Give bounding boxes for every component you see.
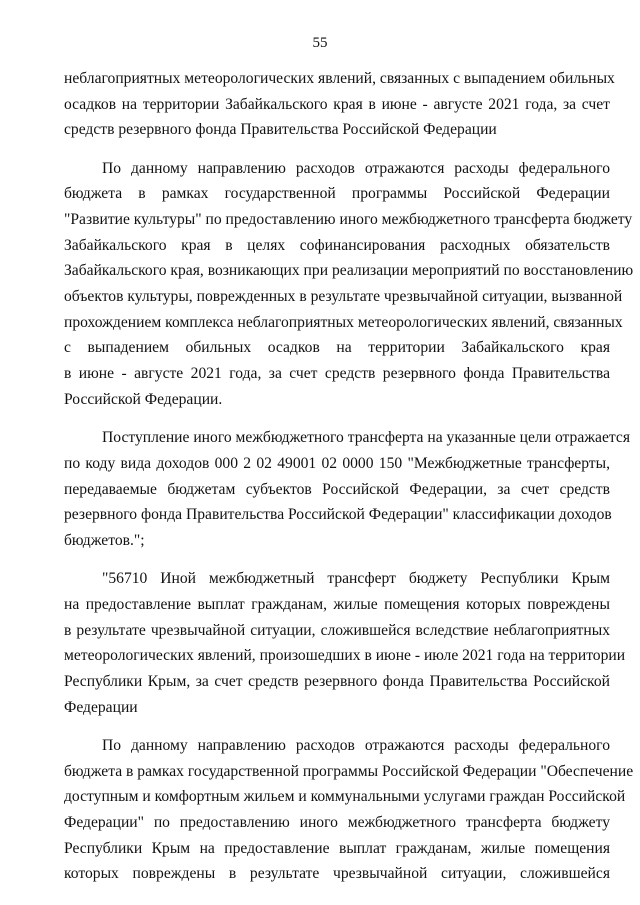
text-line: Поступление иного межбюджетного трансферта на указанные цели отражается <box>102 429 630 447</box>
text-line: Республики Крым на предоставление выплат гражданам, жилые помещения <box>64 839 610 857</box>
text-line: в результате чрезвычайной ситуации, сложившейся вследствие неблагоприятных <box>64 621 610 639</box>
text-line: Российской Федерации. <box>64 390 223 408</box>
text-line: средств резервного фонда Правительства Российской Федерации <box>64 121 497 139</box>
text-line: резервного фонда Правительства Российской Федерации" классификации доходов <box>64 506 612 524</box>
text-line: осадков на территории Забайкальского края в июне - августе 2021 года, за счет <box>64 95 610 113</box>
text-line: объектов культуры, поврежденных в результате чрезвычайной ситуации, вызванной <box>64 288 623 306</box>
text-line: на предоставление выплат гражданам, жилые помещения которых повреждены <box>64 595 610 613</box>
text-line: Забайкальского края, возникающих при реализации мероприятий по восстановлению <box>64 262 634 280</box>
text-line: которых повреждены в результате чрезвычайной ситуации, сложившейся <box>64 865 610 883</box>
document-body <box>64 66 634 900</box>
text-line: бюджета в рамках государственной программы Российской Федерации "Обеспечение <box>64 762 634 780</box>
text-line: По данному направлению расходов отражаются расходы федерального <box>102 736 610 754</box>
text-line: передаваемые бюджетам субъектов Российской Федерации, за счет средств <box>64 480 610 498</box>
text-line: доступным и комфортным жильем и коммунальными услугами граждан Российской <box>64 788 626 806</box>
text-line: метеорологических явлений, произошедших в июне - июле 2021 года на территории <box>64 647 626 665</box>
text-line: в июне - августе 2021 года, за счет средств резервного фонда Правительства <box>64 365 610 383</box>
text-line: прохождением комплекса неблагоприятных метеорологических явлений, связанных <box>64 313 623 331</box>
text-line: по коду вида доходов 000 2 02 49001 02 0000 150 "Межбюджетные трансферты, <box>64 454 610 472</box>
text-line: По данному направлению расходов отражаются расходы федерального <box>102 159 610 177</box>
text-line: бюджета в рамках государственной программы Российской Федерации <box>64 185 610 203</box>
paragraph-2 <box>64 156 634 413</box>
text-line: Федерации" по предоставлению иного межбюджетного трансферта бюджету <box>64 813 610 831</box>
paragraph-3 <box>64 425 630 553</box>
text-line: "56710 Иной межбюджетный трансферт бюджету Республики Крым <box>102 570 610 588</box>
text-line: Забайкальского края в целях софинансирования расходных обязательств <box>64 236 610 254</box>
paragraph-4 <box>64 566 626 720</box>
text-line: неблагоприятных метеорологических явлений, связанных с выпадением обильных <box>64 70 615 87</box>
text-line: Республики Крым, за счет средств резервного фонда Правительства Российской <box>64 672 610 690</box>
paragraph-1 <box>64 66 615 143</box>
text-line: "Развитие культуры" по предоставлению иного межбюджетного трансферта бюджету <box>64 211 633 229</box>
text-line: Федерации <box>64 698 138 716</box>
page-number: 55 <box>312 35 328 51</box>
text-line: бюджетов."; <box>64 531 145 549</box>
paragraph-5 <box>64 733 634 887</box>
text-line: с выпадением обильных осадков на территории Забайкальского края <box>64 339 610 357</box>
